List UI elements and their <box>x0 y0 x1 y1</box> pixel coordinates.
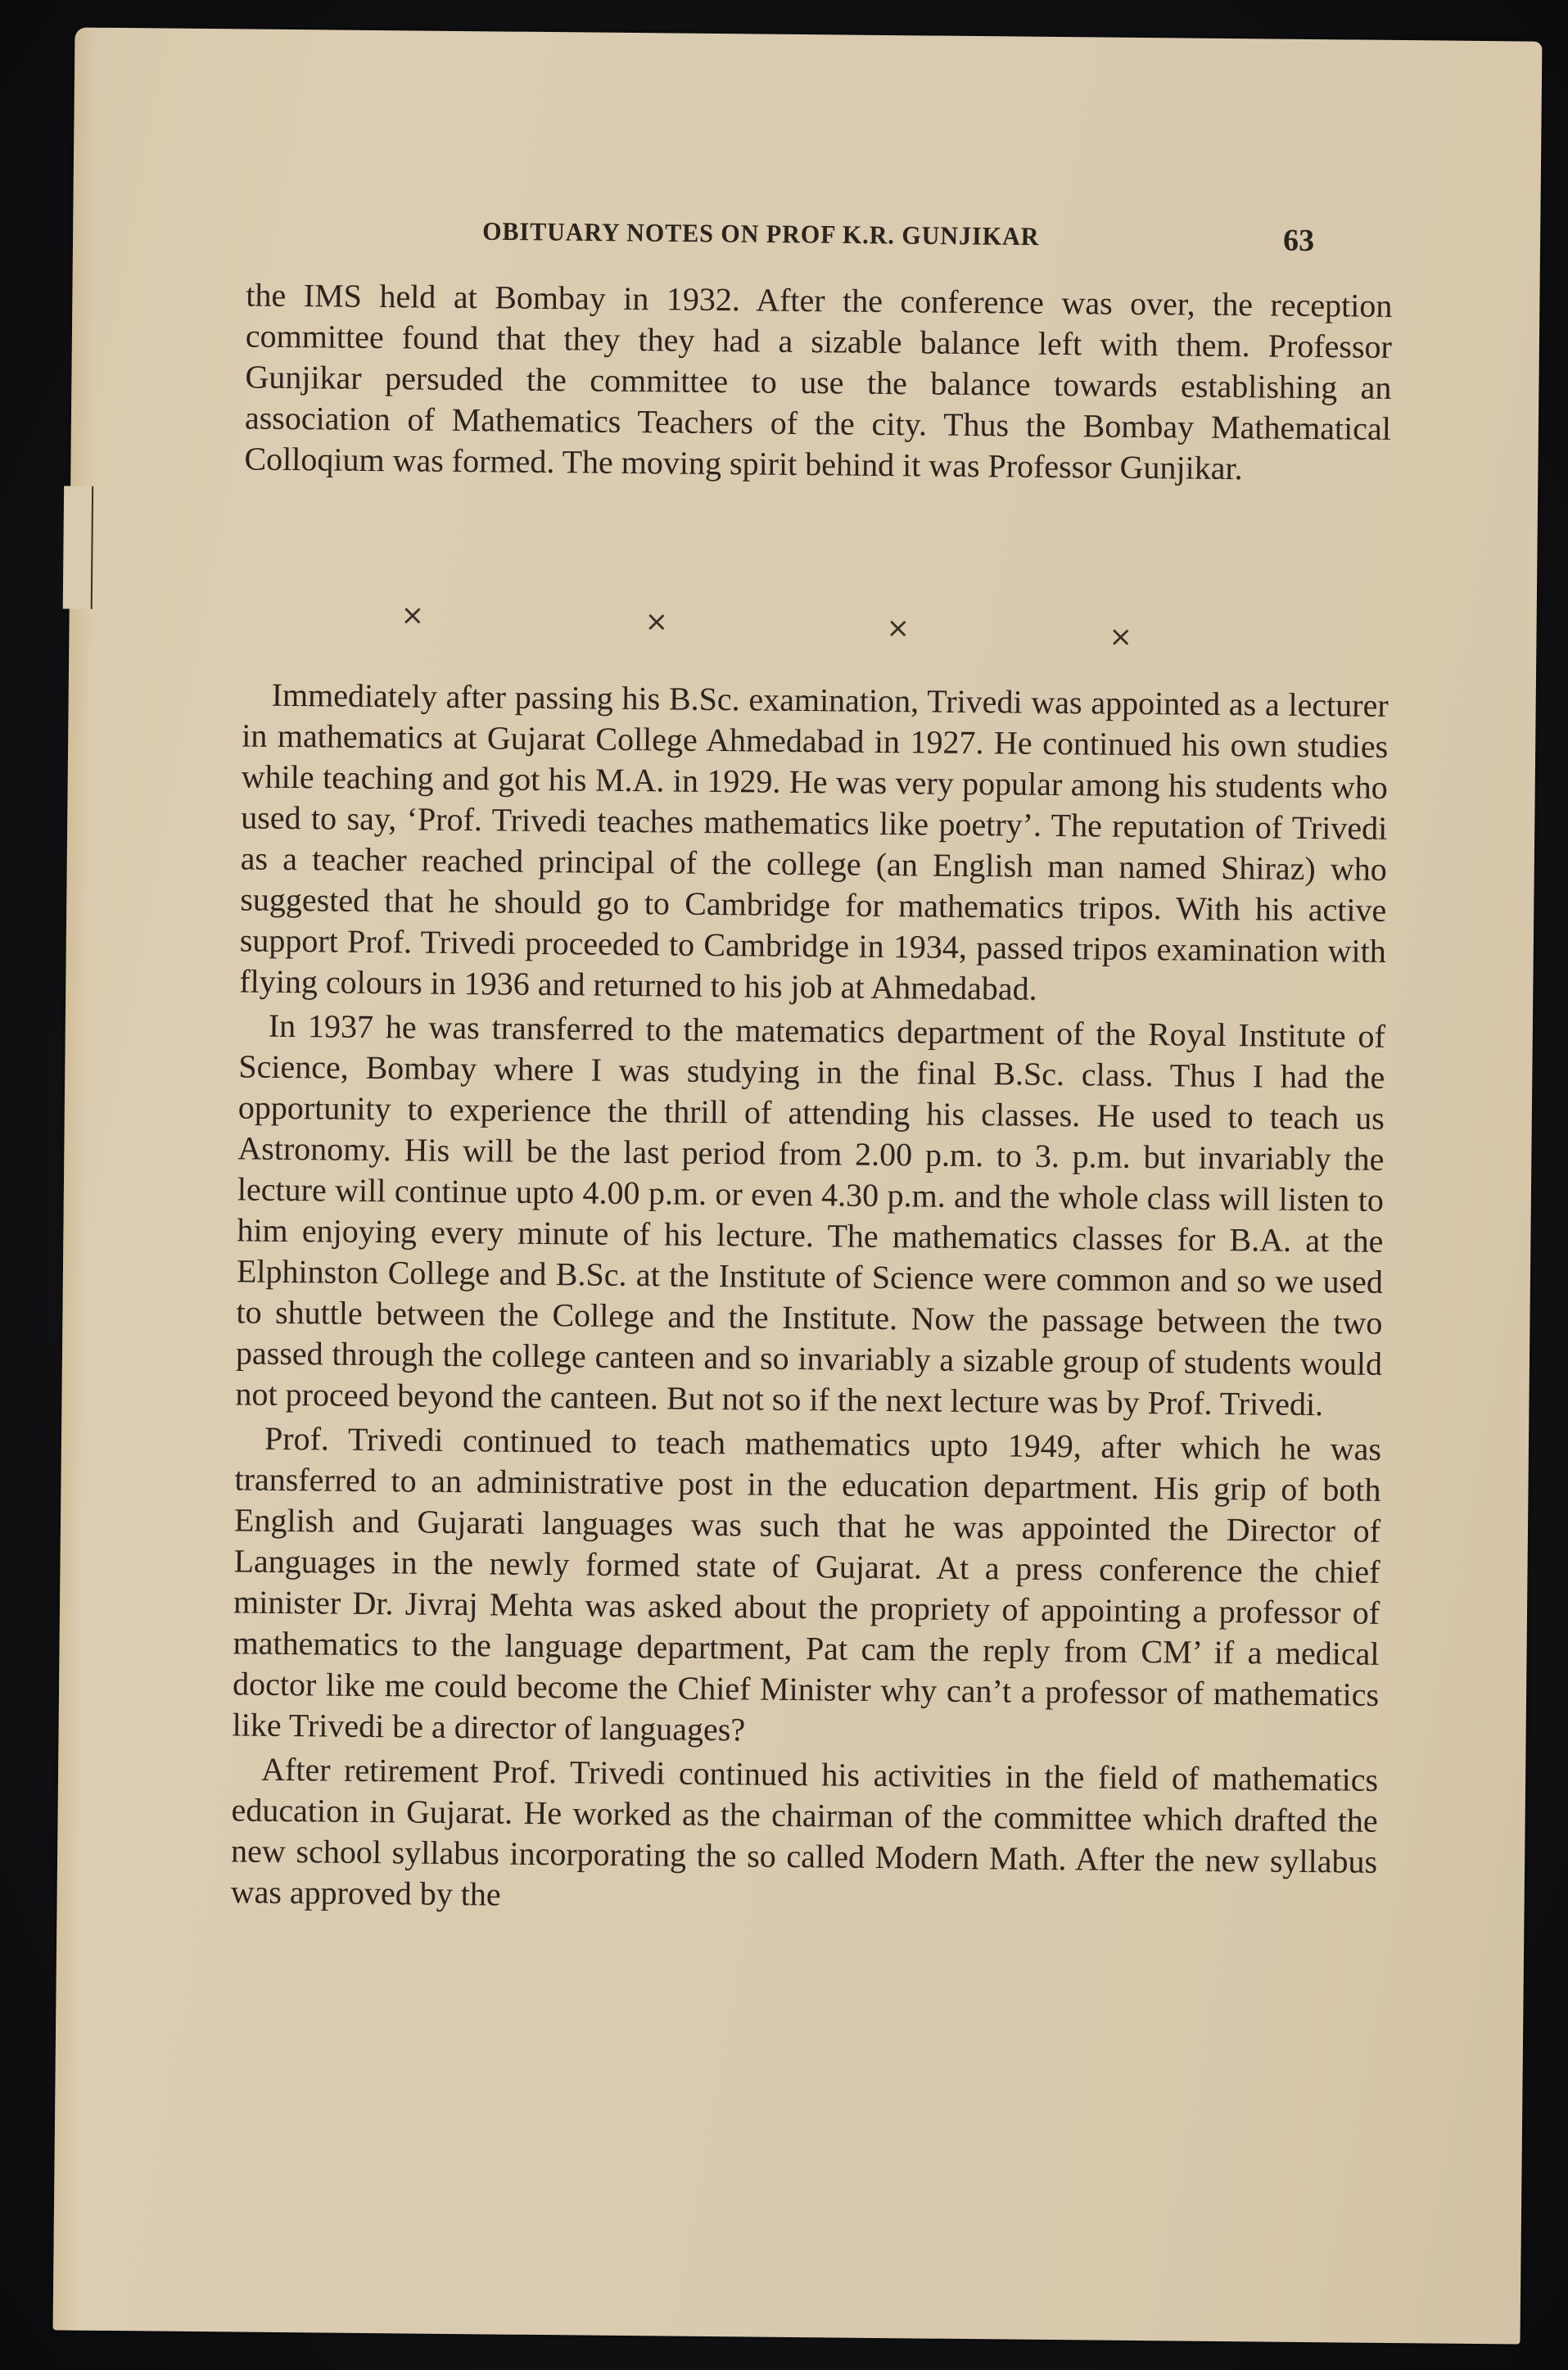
cross-mark-icon: × <box>1109 620 1133 654</box>
paragraph: Immediately after passing his B.Sc. examination, Trivedi was appointed as a lecturer in mathematics at Gujarat College Ahmedabad in 1927. He continued his own studies while teaching and got his M.A. in 1929. He was very popular among his students who used to say, ‘Prof. Trivedi teaches mathematics like poetry’. The reputation of Trivedi as a teacher reached principal of the college (an English man named Shiraz) who suggested that he should go to Cambridge for mathematics tripos. With his active support Prof. Trivedi proceeded to Cambridge in 1934, passed tripos examination with flying colours in 1936 and returned to his job at Ahmedabad. <box>239 676 1389 1007</box>
section-separator <box>69 595 1536 658</box>
cross-mark-icon: × <box>400 599 425 632</box>
section-gunjikar <box>244 274 1392 493</box>
section-trivedi <box>230 674 1388 1926</box>
document-page <box>53 27 1543 2344</box>
page-header <box>73 214 1540 277</box>
paragraph: After retirement Prof. Trivedi continued his activities in the field of mathematics education in Gujarat. He worked as the chairman of the committee which drafted the new school syllabus incorporating the so called Modern Math. After the new syllabus was approved by the <box>230 1750 1379 1913</box>
cross-mark-icon: × <box>644 605 669 639</box>
binding-strip <box>63 486 93 608</box>
running-head: OBITUARY NOTES ON PROF K.R. GUNJIKAR <box>482 217 1040 251</box>
cross-mark-icon: × <box>886 612 911 645</box>
paragraph: Prof. Trivedi continued to teach mathematics upto 1949, after which he was transferred to an administrative post in the education department. His grip of both English and Gujarati languages was such that he was appointed the Director of Languages in the newly formed state of Gujarat. At a press conference the chief minister Dr. Jivraj Mehta was asked about the propriety of appointing a professor of mathematics to the language department, Pat cam the reply from CM’ if a medical doctor like me could become the Chief Minister why can’t a professor of mathematics like Trivedi be a director of languages? <box>232 1419 1382 1748</box>
paragraph: the IMS held at Bombay in 1932. After the conference was over, the reception committee found that they they had a sizable balance left with them. Professor Gunjikar persuded the committee to use the balance towards establishing an association of Mathematics Teachers of the city. Thus the Bombay Mathematical Colloqium was formed. The moving spirit behind it was Professor Gunjikar. <box>244 276 1393 487</box>
paragraph: In 1937 he was transferred to the matematics department of the Royal Institute of Science, Bombay where I was studying in the final B.Sc. class. Thus I had the opportunity to experience the thrill of attending his classes. He used to teach us Astronomy. His will be the last period from 2.00 p.m. to 3. p.m. but invariably the lecture will continue upto 4.00 p.m. or even 4.30 p.m. and the whole class will listen to him enjoying every minute of his lecture. The mathematics classes for B.A. at the Elphinston College and B.Sc. at the Institute of Science were common and so we used to shuttle between the College and the Institute. Now the passage between the two passed through the college canteen and so invariably a sizable group of students would not proceed beyond the canteen. But not so if the next lecture was by Prof. Trivedi. <box>235 1006 1386 1423</box>
page-number: 63 <box>1282 223 1315 259</box>
